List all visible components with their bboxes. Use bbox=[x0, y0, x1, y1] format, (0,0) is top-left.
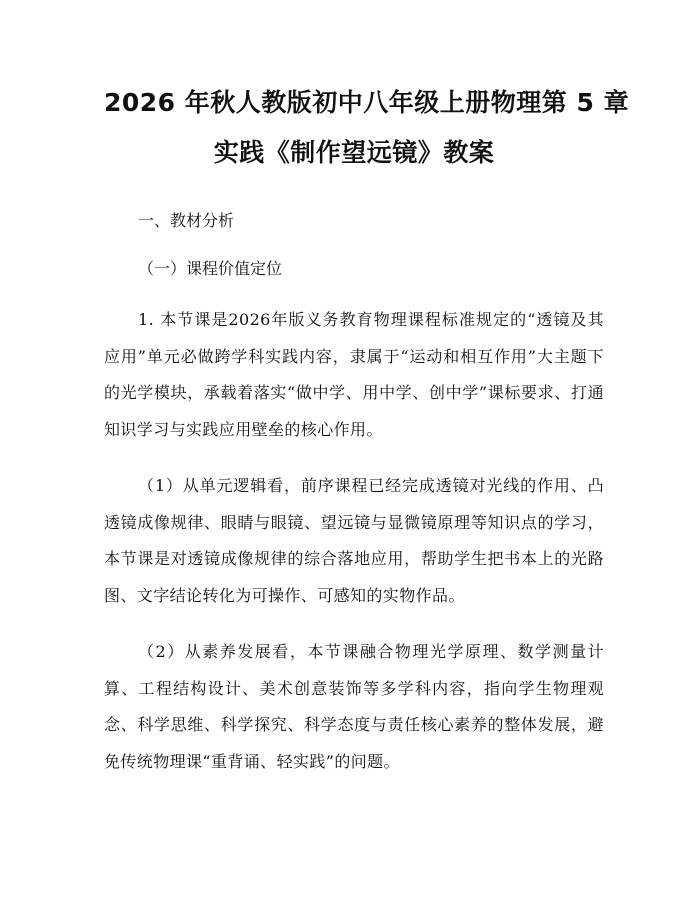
section-heading: 一、教材分析 bbox=[138, 211, 235, 230]
paragraph-3: （2）从素养发展看，本节课融合物理光学原理、数学测量计算、工程结构设计、美术创意装饰等多学科内容，指向学生物理观念、科学思维、科学探究、科学态度与责任核心素养的整体发展，避免传统物理课“重背诵、轻实践”的问题。 bbox=[104, 642, 604, 771]
title-line-2: 实践《制作望远镜》教案 bbox=[213, 138, 495, 167]
title-line-1: 2026 年秋人教版初中八年级上册物理第 5 章 bbox=[104, 88, 630, 117]
document-title bbox=[104, 78, 630, 178]
subsection-heading: （一）课程价值定位 bbox=[138, 259, 283, 278]
paragraph-2: （1）从单元逻辑看，前序课程已经完成透镜对光线的作用、凸透镜成像规律、眼睛与眼镜、望远镜与显微镜原理等知识点的学习，本节课是对透镜成像规律的综合落地应用，帮助学生把书本上的光路图、文字结论转化为可操作、可感知的实物作品。 bbox=[104, 476, 604, 605]
paragraph-1: 1. 本节课是2026年版义务教育物理课程标准规定的“透镜及其应用”单元必做跨学科实践内容，隶属于“运动和相互作用”大主题下的光学模块，承载着落实“做中学、用中学、创中学”课标要求、打通知识学习与实践应用壁垒的核心作用。 bbox=[104, 310, 604, 439]
